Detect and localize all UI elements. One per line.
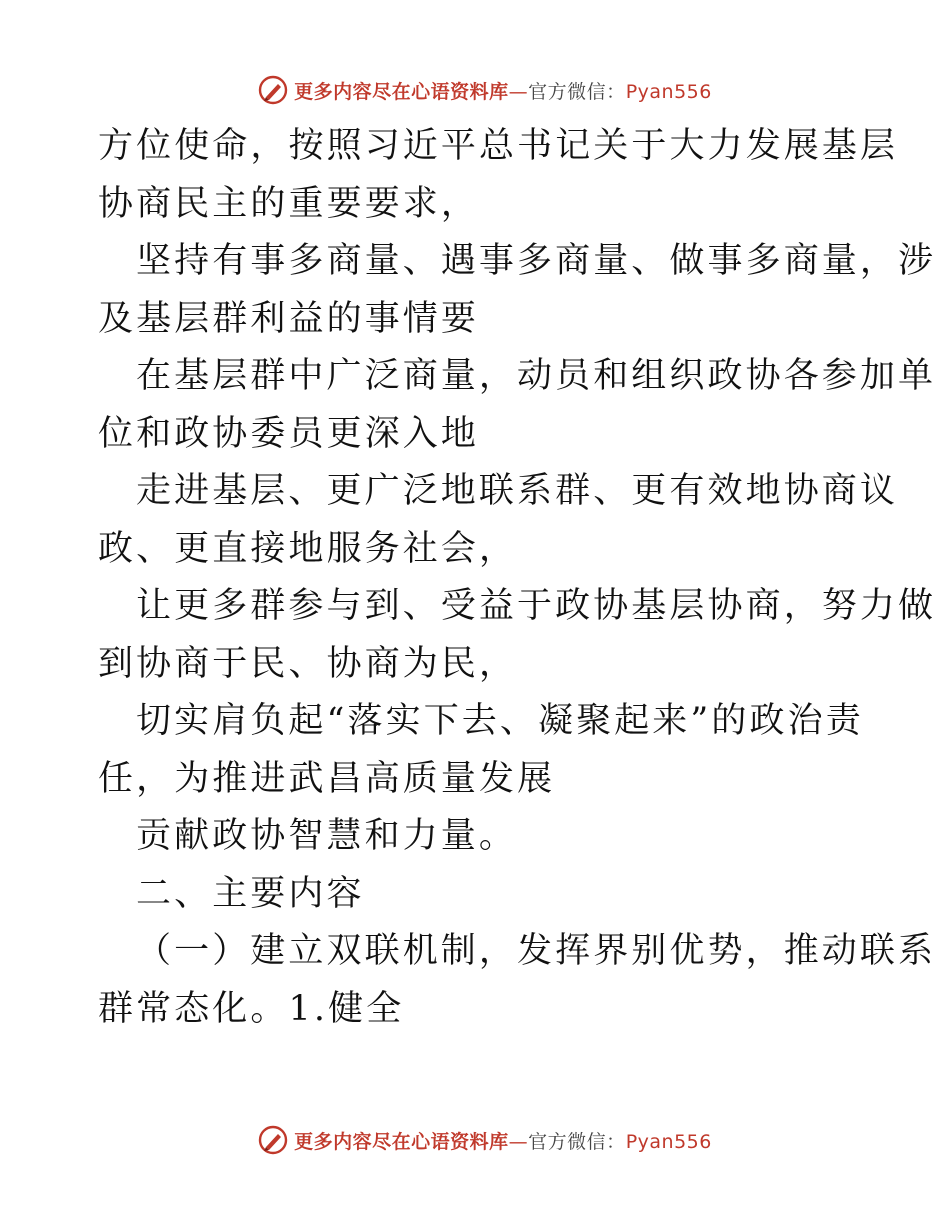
banner-wechat-label: 官方微信： [528,1130,626,1153]
body-line: 任，为推进武昌高质量发展 [98,758,556,799]
banner-dash: — [508,80,529,103]
body-line: 让更多群参与到、受益于政协基层协商，努力做 [136,586,937,626]
pen-logo-icon [258,1125,288,1155]
body-line: 在基层群中广泛商量，动员和组织政协各参加单 [136,356,937,396]
body-line: 方位使命，按照习近平总书记关于大力发展基层 [98,126,899,166]
body-line: 协商民主的重要要求， [98,183,480,224]
banner-wechat-label: 官方微信： [528,80,626,103]
section-heading: 二、主要内容 [136,873,365,914]
body-line: 切实肩负起“落实下去、凝聚起来”的政治责 [136,701,864,741]
header-watermark-banner [0,70,950,110]
body-line: 走进基层、更广泛地联系群、更有效地协商议 [136,471,899,511]
banner-dash: — [508,1130,529,1153]
banner-wechat-id: Pyan556 [625,1130,712,1153]
body-line: 政、更直接地服务社会， [98,528,518,569]
pen-logo-icon [258,75,288,105]
banner-title: 更多内容尽在心语资料库 [294,80,509,103]
banner-wechat-id: Pyan556 [625,80,712,103]
body-line: 位和政协委员更深入地 [98,413,480,454]
body-line: 群常态化。1.健全 [98,988,405,1029]
body-line: 到协商于民、协商为民， [98,643,518,684]
body-line: 贡献政协智慧和力量。 [136,816,518,856]
body-line: 坚持有事多商量、遇事多商量、做事多商量，涉 [136,241,937,281]
document-body [98,118,937,1038]
body-line: 及基层群利益的事情要 [98,298,480,339]
footer-watermark-banner [0,1120,950,1160]
banner-title: 更多内容尽在心语资料库 [294,1130,509,1153]
body-line: （一）建立双联机制，发挥界别优势，推动联系 [136,931,937,971]
